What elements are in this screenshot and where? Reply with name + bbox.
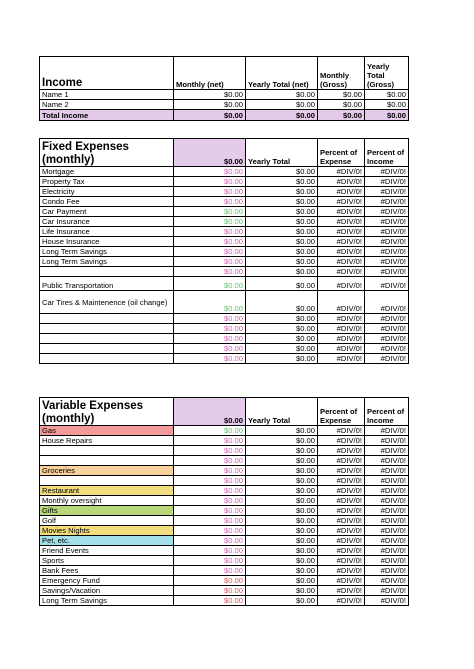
cell-percent-of-income[interactable]: #DIV/0! bbox=[365, 546, 409, 556]
cell-percent-of-income[interactable]: #DIV/0! bbox=[365, 436, 409, 446]
cell-percent-of-expense[interactable]: #DIV/0! bbox=[318, 436, 365, 446]
cell-yearly-total[interactable]: $0.00 bbox=[246, 167, 318, 177]
total-yearly[interactable]: $0.00 bbox=[246, 110, 318, 121]
row-label[interactable]: Long Term Savings bbox=[40, 247, 174, 257]
row-label[interactable]: Restaurant bbox=[40, 486, 174, 496]
cell-percent-of-expense[interactable]: #DIV/0! bbox=[318, 267, 365, 277]
table-row bbox=[40, 586, 409, 596]
table-row bbox=[40, 237, 409, 247]
cell-percent-of-expense[interactable]: #DIV/0! bbox=[318, 576, 365, 586]
cell-yearly-total[interactable]: $0.00 bbox=[246, 247, 318, 257]
cell-percent-of-income[interactable]: #DIV/0! bbox=[365, 586, 409, 596]
cell-monthly-amount[interactable]: $0.00 bbox=[174, 546, 246, 556]
cell-yearly-total[interactable]: $0.00 bbox=[246, 426, 318, 436]
row-label[interactable]: Name 1 bbox=[40, 90, 174, 100]
fixed-col-header[interactable]: Yearly Total bbox=[246, 139, 318, 167]
fixed-col-header[interactable]: Percent of Income bbox=[365, 139, 409, 167]
row-label[interactable]: House Insurance bbox=[40, 237, 174, 247]
table-row bbox=[40, 596, 409, 606]
cell-monthly[interactable]: $0.00 bbox=[174, 90, 246, 100]
cell-monthly-amount[interactable]: $0.00 bbox=[174, 446, 246, 456]
table-row bbox=[40, 334, 409, 344]
cell-percent-of-income[interactable]: #DIV/0! bbox=[365, 247, 409, 257]
cell-percent-of-income[interactable]: #DIV/0! bbox=[365, 556, 409, 566]
row-label[interactable] bbox=[40, 267, 174, 277]
row-label[interactable]: Gifts bbox=[40, 506, 174, 516]
cell-percent-of-income[interactable]: #DIV/0! bbox=[365, 456, 409, 466]
cell-percent-of-income[interactable]: #DIV/0! bbox=[365, 466, 409, 476]
cell-percent-of-income[interactable]: #DIV/0! bbox=[365, 506, 409, 516]
variable-expenses-title[interactable]: Variable Expenses (monthly) bbox=[40, 398, 174, 426]
row-label[interactable]: Mortgage bbox=[40, 167, 174, 177]
cell-yearly-total[interactable]: $0.00 bbox=[246, 334, 318, 344]
cell-percent-of-income[interactable]: #DIV/0! bbox=[365, 596, 409, 606]
table-row bbox=[40, 197, 409, 207]
row-label[interactable]: Car Tires & Maintenence (oil change) bbox=[40, 291, 174, 314]
cell-percent-of-expense[interactable]: #DIV/0! bbox=[318, 516, 365, 526]
cell-percent-of-income[interactable]: #DIV/0! bbox=[365, 566, 409, 576]
cell-monthly-amount[interactable]: $0.00 bbox=[174, 566, 246, 576]
table-row bbox=[40, 556, 409, 566]
cell-percent-of-income[interactable]: #DIV/0! bbox=[365, 576, 409, 586]
fixed-header-row bbox=[40, 139, 409, 167]
total-income-row bbox=[40, 110, 409, 121]
cell-monthly-amount[interactable]: $0.00 bbox=[174, 247, 246, 257]
table-row bbox=[40, 526, 409, 536]
cell-percent-of-expense[interactable]: #DIV/0! bbox=[318, 466, 365, 476]
income-table bbox=[39, 56, 409, 121]
row-label[interactable]: Movies Nights bbox=[40, 526, 174, 536]
cell-percent-of-expense[interactable]: #DIV/0! bbox=[318, 426, 365, 436]
cell-yearly-total[interactable]: $0.00 bbox=[246, 556, 318, 566]
cell-yearly-total[interactable]: $0.00 bbox=[246, 586, 318, 596]
table-row bbox=[40, 100, 409, 110]
cell-percent-of-expense[interactable]: #DIV/0! bbox=[318, 546, 365, 556]
fixed-expenses-table bbox=[39, 138, 409, 364]
cell-percent-of-income[interactable]: #DIV/0! bbox=[365, 217, 409, 227]
table-row bbox=[40, 177, 409, 187]
table-row bbox=[40, 227, 409, 237]
cell-monthly-amount[interactable]: $0.00 bbox=[174, 217, 246, 227]
cell-yearly-total[interactable]: $0.00 bbox=[246, 436, 318, 446]
table-row bbox=[40, 506, 409, 516]
row-label[interactable] bbox=[40, 354, 174, 364]
cell-yearly-total[interactable]: $0.00 bbox=[246, 187, 318, 197]
cell-percent-of-income[interactable]: #DIV/0! bbox=[365, 354, 409, 364]
cell-percent-of-income[interactable]: #DIV/0! bbox=[365, 237, 409, 247]
cell-monthly-amount[interactable]: $0.00 bbox=[174, 277, 246, 291]
cell-percent-of-expense[interactable]: #DIV/0! bbox=[318, 314, 365, 324]
fixed-header-amount[interactable]: $0.00 bbox=[174, 139, 246, 167]
row-label[interactable] bbox=[40, 314, 174, 324]
row-label[interactable]: Friend Events bbox=[40, 546, 174, 556]
cell-percent-of-expense[interactable]: #DIV/0! bbox=[318, 247, 365, 257]
row-label[interactable] bbox=[40, 456, 174, 466]
table-row bbox=[40, 207, 409, 217]
table-row bbox=[40, 267, 409, 277]
row-label[interactable]: Name 2 bbox=[40, 100, 174, 110]
row-label[interactable]: Public Transportation bbox=[40, 277, 174, 291]
cell-percent-of-income[interactable]: #DIV/0! bbox=[365, 291, 409, 314]
table-row bbox=[40, 354, 409, 364]
cell-monthly-amount[interactable]: $0.00 bbox=[174, 267, 246, 277]
cell-monthly-amount[interactable]: $0.00 bbox=[174, 466, 246, 476]
cell-yearly-total[interactable]: $0.00 bbox=[246, 566, 318, 576]
cell-percent-of-income[interactable]: #DIV/0! bbox=[365, 277, 409, 291]
cell-monthly-gross[interactable]: $0.00 bbox=[318, 100, 365, 110]
cell-yearly-gross[interactable]: $0.00 bbox=[365, 100, 409, 110]
total-yearly-gross[interactable]: $0.00 bbox=[365, 110, 409, 121]
cell-percent-of-expense[interactable]: #DIV/0! bbox=[318, 556, 365, 566]
cell-yearly-total[interactable]: $0.00 bbox=[246, 344, 318, 354]
cell-percent-of-income[interactable]: #DIV/0! bbox=[365, 486, 409, 496]
table-row bbox=[40, 476, 409, 486]
cell-yearly-total[interactable]: $0.00 bbox=[246, 496, 318, 506]
row-label[interactable]: Groceries bbox=[40, 466, 174, 476]
cell-percent-of-expense[interactable]: #DIV/0! bbox=[318, 344, 365, 354]
cell-monthly[interactable]: $0.00 bbox=[174, 100, 246, 110]
table-row bbox=[40, 456, 409, 466]
cell-monthly-amount[interactable]: $0.00 bbox=[174, 536, 246, 546]
cell-percent-of-expense[interactable]: #DIV/0! bbox=[318, 566, 365, 576]
table-row bbox=[40, 247, 409, 257]
table-row bbox=[40, 566, 409, 576]
cell-percent-of-expense[interactable]: #DIV/0! bbox=[318, 456, 365, 466]
cell-yearly-total[interactable]: $0.00 bbox=[246, 446, 318, 456]
row-label[interactable]: Gas bbox=[40, 426, 174, 436]
cell-yearly-total[interactable]: $0.00 bbox=[246, 207, 318, 217]
fixed-expenses-title[interactable]: Fixed Expenses (monthly) bbox=[40, 139, 174, 167]
table-row bbox=[40, 324, 409, 334]
row-label[interactable]: Monthly oversight bbox=[40, 496, 174, 506]
cell-percent-of-expense[interactable]: #DIV/0! bbox=[318, 207, 365, 217]
cell-percent-of-expense[interactable]: #DIV/0! bbox=[318, 277, 365, 291]
row-label[interactable] bbox=[40, 334, 174, 344]
cell-monthly-amount[interactable]: $0.00 bbox=[174, 291, 246, 314]
cell-yearly-total[interactable]: $0.00 bbox=[246, 267, 318, 277]
cell-monthly-amount[interactable]: $0.00 bbox=[174, 516, 246, 526]
cell-yearly-total[interactable]: $0.00 bbox=[246, 217, 318, 227]
cell-monthly-amount[interactable]: $0.00 bbox=[174, 324, 246, 334]
cell-yearly-total[interactable]: $0.00 bbox=[246, 237, 318, 247]
cell-percent-of-expense[interactable]: #DIV/0! bbox=[318, 227, 365, 237]
cell-monthly-amount[interactable]: $0.00 bbox=[174, 177, 246, 187]
table-row bbox=[40, 516, 409, 526]
cell-monthly-amount[interactable]: $0.00 bbox=[174, 227, 246, 237]
cell-percent-of-income[interactable]: #DIV/0! bbox=[365, 177, 409, 187]
row-label[interactable]: Pet, etc. bbox=[40, 536, 174, 546]
cell-yearly-total[interactable]: $0.00 bbox=[246, 227, 318, 237]
cell-percent-of-expense[interactable]: #DIV/0! bbox=[318, 257, 365, 267]
table-row bbox=[40, 314, 409, 324]
cell-yearly-total[interactable]: $0.00 bbox=[246, 324, 318, 334]
table-row bbox=[40, 466, 409, 476]
cell-percent-of-income[interactable]: #DIV/0! bbox=[365, 526, 409, 536]
cell-yearly-total[interactable]: $0.00 bbox=[246, 546, 318, 556]
total-monthly[interactable]: $0.00 bbox=[174, 110, 246, 121]
row-label[interactable]: Car Payment bbox=[40, 207, 174, 217]
cell-monthly-amount[interactable]: $0.00 bbox=[174, 436, 246, 446]
cell-percent-of-expense[interactable]: #DIV/0! bbox=[318, 177, 365, 187]
cell-percent-of-expense[interactable]: #DIV/0! bbox=[318, 596, 365, 606]
cell-percent-of-income[interactable]: #DIV/0! bbox=[365, 197, 409, 207]
table-row bbox=[40, 187, 409, 197]
cell-percent-of-income[interactable]: #DIV/0! bbox=[365, 167, 409, 177]
cell-yearly-total[interactable]: $0.00 bbox=[246, 257, 318, 267]
cell-yearly-total[interactable]: $0.00 bbox=[246, 466, 318, 476]
cell-percent-of-expense[interactable]: #DIV/0! bbox=[318, 291, 365, 314]
row-label[interactable]: Electricity bbox=[40, 187, 174, 197]
cell-percent-of-income[interactable]: #DIV/0! bbox=[365, 516, 409, 526]
cell-percent-of-expense[interactable]: #DIV/0! bbox=[318, 324, 365, 334]
cell-monthly-amount[interactable]: $0.00 bbox=[174, 237, 246, 247]
cell-monthly-amount[interactable]: $0.00 bbox=[174, 354, 246, 364]
cell-monthly-amount[interactable]: $0.00 bbox=[174, 207, 246, 217]
cell-percent-of-income[interactable]: #DIV/0! bbox=[365, 496, 409, 506]
cell-percent-of-expense[interactable]: #DIV/0! bbox=[318, 536, 365, 546]
total-monthly-gross[interactable]: $0.00 bbox=[318, 110, 365, 121]
row-label[interactable]: House Repairs bbox=[40, 436, 174, 446]
cell-monthly-amount[interactable]: $0.00 bbox=[174, 506, 246, 516]
variable-col-header[interactable]: Percent of Income bbox=[365, 398, 409, 426]
cell-monthly-amount[interactable]: $0.00 bbox=[174, 257, 246, 267]
cell-percent-of-expense[interactable]: #DIV/0! bbox=[318, 446, 365, 456]
table-row bbox=[40, 217, 409, 227]
row-label[interactable] bbox=[40, 324, 174, 334]
cell-yearly-total[interactable]: $0.00 bbox=[246, 277, 318, 291]
row-label[interactable]: Long Term Savings bbox=[40, 257, 174, 267]
variable-header-row bbox=[40, 398, 409, 426]
row-label[interactable]: Golf bbox=[40, 516, 174, 526]
cell-yearly-total[interactable]: $0.00 bbox=[246, 177, 318, 187]
cell-percent-of-income[interactable]: #DIV/0! bbox=[365, 334, 409, 344]
table-row bbox=[40, 496, 409, 506]
income-col-header[interactable]: Monthly (net) bbox=[174, 57, 246, 90]
income-header-row bbox=[40, 57, 409, 90]
cell-monthly-amount[interactable]: $0.00 bbox=[174, 344, 246, 354]
cell-percent-of-income[interactable]: #DIV/0! bbox=[365, 446, 409, 456]
cell-yearly-total[interactable]: $0.00 bbox=[246, 516, 318, 526]
cell-monthly-amount[interactable]: $0.00 bbox=[174, 576, 246, 586]
row-label[interactable] bbox=[40, 476, 174, 486]
table-row bbox=[40, 257, 409, 267]
row-label[interactable]: Life Insurance bbox=[40, 227, 174, 237]
table-row bbox=[40, 536, 409, 546]
cell-monthly-amount[interactable]: $0.00 bbox=[174, 197, 246, 207]
table-row bbox=[40, 344, 409, 354]
cell-yearly-total[interactable]: $0.00 bbox=[246, 526, 318, 536]
row-label[interactable] bbox=[40, 344, 174, 354]
cell-yearly-total[interactable]: $0.00 bbox=[246, 506, 318, 516]
cell-percent-of-expense[interactable]: #DIV/0! bbox=[318, 476, 365, 486]
cell-yearly-gross[interactable]: $0.00 bbox=[365, 90, 409, 100]
table-row bbox=[40, 436, 409, 446]
cell-yearly-total[interactable]: $0.00 bbox=[246, 596, 318, 606]
cell-yearly[interactable]: $0.00 bbox=[246, 90, 318, 100]
row-label[interactable]: Savings/Vacation bbox=[40, 586, 174, 596]
cell-percent-of-expense[interactable]: #DIV/0! bbox=[318, 334, 365, 344]
cell-yearly-total[interactable]: $0.00 bbox=[246, 291, 318, 314]
cell-yearly-total[interactable]: $0.00 bbox=[246, 197, 318, 207]
income-col-header[interactable]: Yearly Total (Gross) bbox=[365, 57, 409, 90]
cell-percent-of-income[interactable]: #DIV/0! bbox=[365, 207, 409, 217]
cell-percent-of-expense[interactable]: #DIV/0! bbox=[318, 496, 365, 506]
cell-yearly-total[interactable]: $0.00 bbox=[246, 354, 318, 364]
cell-percent-of-expense[interactable]: #DIV/0! bbox=[318, 506, 365, 516]
cell-percent-of-expense[interactable]: #DIV/0! bbox=[318, 526, 365, 536]
cell-monthly-amount[interactable]: $0.00 bbox=[174, 496, 246, 506]
cell-percent-of-expense[interactable]: #DIV/0! bbox=[318, 187, 365, 197]
cell-monthly-amount[interactable]: $0.00 bbox=[174, 187, 246, 197]
cell-monthly-amount[interactable]: $0.00 bbox=[174, 586, 246, 596]
cell-yearly-total[interactable]: $0.00 bbox=[246, 476, 318, 486]
row-label[interactable]: Condo Fee bbox=[40, 197, 174, 207]
total-income-label[interactable]: Total Income bbox=[40, 110, 174, 121]
cell-percent-of-expense[interactable]: #DIV/0! bbox=[318, 197, 365, 207]
cell-percent-of-income[interactable]: #DIV/0! bbox=[365, 314, 409, 324]
income-title[interactable]: Income bbox=[40, 57, 174, 90]
cell-monthly-amount[interactable]: $0.00 bbox=[174, 556, 246, 566]
cell-percent-of-expense[interactable]: #DIV/0! bbox=[318, 354, 365, 364]
row-label[interactable]: Car Insurance bbox=[40, 217, 174, 227]
variable-col-header[interactable]: Percent of Expense bbox=[318, 398, 365, 426]
table-row bbox=[40, 426, 409, 436]
variable-col-header[interactable]: Yearly Total bbox=[246, 398, 318, 426]
cell-percent-of-income[interactable]: #DIV/0! bbox=[365, 344, 409, 354]
cell-percent-of-income[interactable]: #DIV/0! bbox=[365, 227, 409, 237]
cell-monthly-amount[interactable]: $0.00 bbox=[174, 476, 246, 486]
table-row bbox=[40, 167, 409, 177]
cell-yearly-total[interactable]: $0.00 bbox=[246, 486, 318, 496]
table-row bbox=[40, 576, 409, 586]
cell-monthly-amount[interactable]: $0.00 bbox=[174, 486, 246, 496]
cell-percent-of-income[interactable]: #DIV/0! bbox=[365, 476, 409, 486]
table-row bbox=[40, 291, 409, 314]
table-row bbox=[40, 486, 409, 496]
cell-percent-of-income[interactable]: #DIV/0! bbox=[365, 187, 409, 197]
cell-monthly-gross[interactable]: $0.00 bbox=[318, 90, 365, 100]
table-row bbox=[40, 277, 409, 291]
cell-monthly-amount[interactable]: $0.00 bbox=[174, 167, 246, 177]
row-label[interactable] bbox=[40, 446, 174, 456]
cell-monthly-amount[interactable]: $0.00 bbox=[174, 334, 246, 344]
table-row bbox=[40, 446, 409, 456]
cell-percent-of-income[interactable]: #DIV/0! bbox=[365, 324, 409, 334]
cell-monthly-amount[interactable]: $0.00 bbox=[174, 456, 246, 466]
fixed-col-header[interactable]: Percent of Expense bbox=[318, 139, 365, 167]
cell-percent-of-income[interactable]: #DIV/0! bbox=[365, 257, 409, 267]
cell-yearly-total[interactable]: $0.00 bbox=[246, 314, 318, 324]
variable-header-amount[interactable]: $0.00 bbox=[174, 398, 246, 426]
table-row bbox=[40, 90, 409, 100]
cell-yearly-total[interactable]: $0.00 bbox=[246, 456, 318, 466]
row-label[interactable]: Property Tax bbox=[40, 177, 174, 187]
income-col-header[interactable]: Monthly (Gross) bbox=[318, 57, 365, 90]
row-label[interactable]: Sports bbox=[40, 556, 174, 566]
cell-monthly-amount[interactable]: $0.00 bbox=[174, 526, 246, 536]
cell-monthly-amount[interactable]: $0.00 bbox=[174, 596, 246, 606]
cell-percent-of-income[interactable]: #DIV/0! bbox=[365, 267, 409, 277]
row-label[interactable]: Bank Fees bbox=[40, 566, 174, 576]
variable-expenses-table bbox=[39, 397, 409, 606]
cell-percent-of-income[interactable]: #DIV/0! bbox=[365, 426, 409, 436]
cell-percent-of-expense[interactable]: #DIV/0! bbox=[318, 217, 365, 227]
cell-percent-of-expense[interactable]: #DIV/0! bbox=[318, 167, 365, 177]
cell-yearly-total[interactable]: $0.00 bbox=[246, 536, 318, 546]
cell-percent-of-expense[interactable]: #DIV/0! bbox=[318, 486, 365, 496]
cell-percent-of-income[interactable]: #DIV/0! bbox=[365, 536, 409, 546]
table-row bbox=[40, 546, 409, 556]
cell-monthly-amount[interactable]: $0.00 bbox=[174, 426, 246, 436]
cell-percent-of-expense[interactable]: #DIV/0! bbox=[318, 586, 365, 596]
row-label[interactable]: Long Term Savings bbox=[40, 596, 174, 606]
cell-yearly[interactable]: $0.00 bbox=[246, 100, 318, 110]
cell-monthly-amount[interactable]: $0.00 bbox=[174, 314, 246, 324]
row-label[interactable]: Emergency Fund bbox=[40, 576, 174, 586]
income-col-header[interactable]: Yearly Total (net) bbox=[246, 57, 318, 90]
cell-yearly-total[interactable]: $0.00 bbox=[246, 576, 318, 586]
cell-percent-of-expense[interactable]: #DIV/0! bbox=[318, 237, 365, 247]
